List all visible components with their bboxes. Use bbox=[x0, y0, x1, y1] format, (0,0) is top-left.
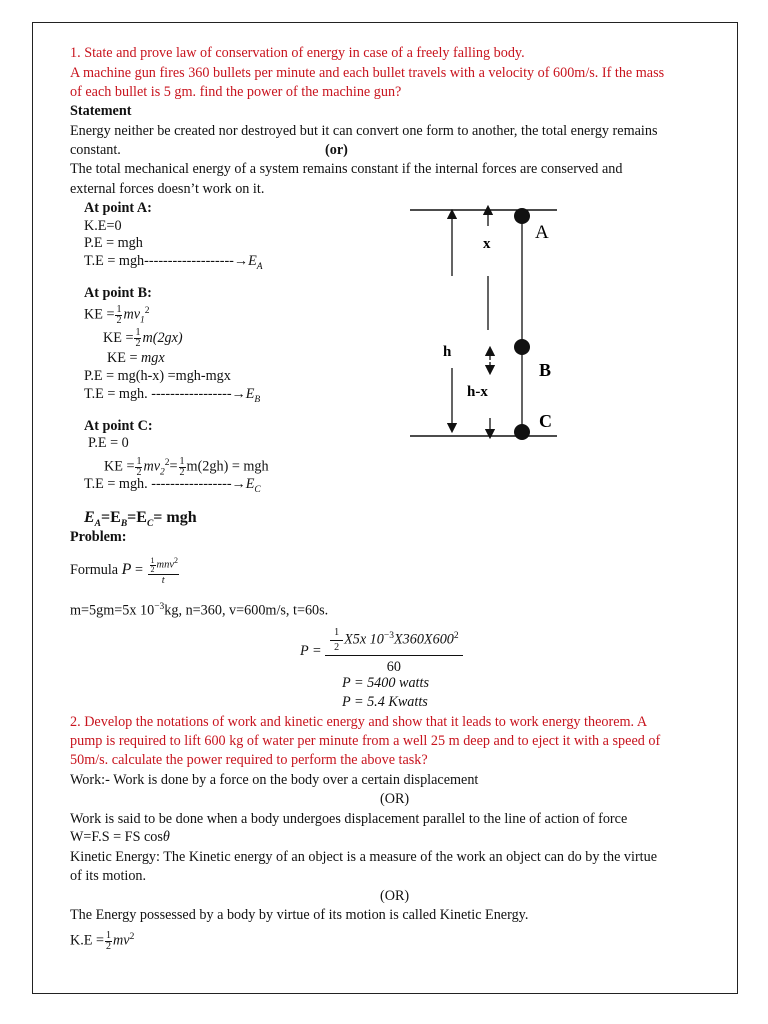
point-b-te-text: T.E = mgh. -----------------→ bbox=[84, 386, 246, 402]
question-1-problem-line-1: A machine gun fires 360 bullets per minute and each bullet travels with a velocity of 600m/s. If the mass bbox=[70, 65, 665, 81]
fraction-numerator: 1 bbox=[330, 628, 343, 641]
fraction-numerator: 1 bbox=[106, 929, 112, 941]
label-c: C bbox=[539, 411, 552, 431]
point-b-heading: At point B: bbox=[84, 285, 152, 301]
point-c-ke-prefix: KE = bbox=[104, 458, 135, 475]
energy-b-subscript: B bbox=[254, 394, 261, 405]
problem-given bbox=[70, 598, 328, 620]
formula-eq: = bbox=[134, 562, 143, 578]
kinetic-energy-formula bbox=[70, 928, 134, 952]
energy-c-subscript: C bbox=[254, 484, 261, 495]
point-b-ke-1-tail: mv bbox=[123, 306, 141, 323]
formula-fraction bbox=[148, 555, 180, 587]
calc-fraction bbox=[325, 627, 463, 676]
point-b-pe: P.E = mg(h-x) =mgh-mgx bbox=[84, 368, 231, 384]
question-1-problem-line-2: of each bullet is 5 gm. find the power of the machine gun? bbox=[70, 84, 402, 100]
free-fall-diagram bbox=[405, 196, 585, 446]
point-a-te-text: T.E = mgh-------------------→ bbox=[84, 253, 249, 269]
label-h-minus-x: h-x bbox=[467, 384, 488, 400]
point-b-ke-2-tail: m(2gx) bbox=[142, 329, 183, 346]
kinetic-energy-or: (OR) bbox=[380, 888, 410, 904]
energy-a-symbol: E bbox=[248, 253, 257, 269]
point-c-te-text: T.E = mgh. -----------------→ bbox=[84, 476, 246, 492]
label-h: h bbox=[443, 344, 452, 360]
point-b-ke-2-prefix: KE = bbox=[103, 329, 134, 346]
point-c-heading: At point C: bbox=[84, 418, 153, 434]
point-c-ke-eq: = bbox=[169, 458, 178, 475]
fraction-half bbox=[330, 628, 343, 653]
fraction-denominator: 2 bbox=[106, 940, 112, 952]
kinetic-energy-definition-2: of its motion. bbox=[70, 868, 147, 884]
fraction-numerator: 1 bbox=[150, 555, 155, 565]
ke-formula-prefix: K.E = bbox=[70, 932, 105, 949]
result-sub-c: C bbox=[146, 519, 154, 530]
formula-num-text: mnv bbox=[156, 559, 175, 571]
calc-num-sup: −3 bbox=[383, 631, 394, 642]
fraction-denominator: 2 bbox=[136, 466, 142, 478]
point-b-ke-1-prefix: KE = bbox=[84, 306, 115, 323]
work-definition-1: Work:- Work is done by a force on the body over a certain displacement bbox=[70, 772, 479, 788]
calc-p: P = bbox=[300, 643, 322, 659]
fraction-denominator: 2 bbox=[135, 338, 141, 349]
statement-or: (or) bbox=[325, 142, 348, 158]
point-a-heading: At point A: bbox=[84, 200, 152, 216]
fraction-denominator: 2 bbox=[179, 466, 185, 478]
question-2-line-2: pump is required to lift 600 kg of water per minute from a well 25 m deep and to eject it with a speed of bbox=[70, 733, 661, 749]
power-result-watts: P = 5400 watts bbox=[342, 675, 429, 691]
point-b-ke-1 bbox=[84, 302, 150, 330]
result-sub-b: B bbox=[120, 519, 128, 530]
point-b-ke-1-sup: 2 bbox=[144, 306, 150, 316]
ke-formula-sup: 2 bbox=[129, 932, 135, 942]
question-2-line-3: 50m/s. calculate the power required to perform the above task? bbox=[70, 752, 428, 768]
fraction-half bbox=[150, 557, 156, 574]
point-b-ke-3-tail: mgx bbox=[141, 350, 165, 366]
statement-line-3: The total mechanical energy of a system remains constant if the internal forces are conserved and bbox=[70, 161, 623, 177]
calc-num-sup-2: 2 bbox=[453, 631, 459, 642]
formula-denominator: t bbox=[161, 574, 165, 586]
question-2-line-1: 2. Develop the notations of work and kinetic energy and show that it leads to work energy theorem. A bbox=[70, 714, 648, 730]
energy-a-subscript: A bbox=[256, 261, 263, 272]
energy-b-symbol: E bbox=[245, 386, 255, 402]
result-eq-1: =E bbox=[101, 509, 121, 526]
point-c-ke-mid: mv bbox=[143, 458, 161, 475]
point-c-ke-tail: m(2gh) = mgh bbox=[186, 458, 269, 475]
calc-denominator: 60 bbox=[386, 659, 401, 676]
statement-line-4: external forces doesn’t work on it. bbox=[70, 181, 265, 197]
fraction-numerator: 1 bbox=[136, 455, 142, 467]
calc-num-text: X5x 10 bbox=[344, 631, 384, 648]
calc-numerator bbox=[325, 627, 463, 656]
result-sub-a: A bbox=[94, 519, 102, 530]
point-a-pe: P.E = mgh bbox=[84, 235, 143, 251]
problem-heading: Problem: bbox=[70, 529, 127, 545]
point-c-pe: P.E = 0 bbox=[88, 435, 129, 451]
kinetic-energy-definition-1: Kinetic Energy: The Kinetic energy of an object is a measure of the work an object can do by the virtue bbox=[70, 849, 658, 865]
point-b-ke-1-sub: 1 bbox=[140, 315, 145, 326]
point-c-ke-sup: 2 bbox=[164, 458, 170, 468]
calc-num-tail: X360X600 bbox=[393, 631, 454, 648]
label-b: B bbox=[539, 360, 552, 380]
power-result-kwatts: P = 5.4 Kwatts bbox=[342, 694, 428, 710]
theta-symbol: θ bbox=[162, 829, 170, 845]
kinetic-energy-definition-3: The Energy possessed by a body by virtue of its motion is called Kinetic Energy. bbox=[70, 907, 529, 923]
problem-formula bbox=[70, 552, 180, 588]
given-sup: −3 bbox=[154, 602, 165, 612]
ball-b bbox=[514, 339, 530, 355]
label-x: x bbox=[483, 236, 491, 252]
statement-line-2: constant. bbox=[70, 142, 121, 158]
ke-formula-tail: mv bbox=[113, 932, 130, 949]
work-definition-2: Work is said to be done when a body undergoes displacement parallel to the line of action of force bbox=[70, 811, 628, 827]
fraction-half bbox=[115, 305, 122, 326]
result-eq-2: =E bbox=[127, 509, 147, 526]
statement-line-1: Energy neither be created nor destroyed but it can convert one form to another, the total energy remains bbox=[70, 123, 658, 139]
formula-p: P bbox=[121, 561, 132, 578]
work-formula bbox=[70, 828, 170, 846]
given-tail: kg, n=360, v=600m/s, t=60s. bbox=[164, 602, 329, 619]
point-b-ke-2 bbox=[103, 328, 183, 349]
point-a-ke: K.E=0 bbox=[84, 218, 122, 234]
energy-c-symbol: E bbox=[245, 476, 255, 492]
power-calculation bbox=[300, 627, 463, 675]
point-b-ke-3-prefix: KE = bbox=[107, 350, 138, 366]
formula-label: Formula bbox=[70, 562, 119, 578]
fraction-numerator: 1 bbox=[135, 327, 141, 338]
point-c-te bbox=[84, 475, 261, 499]
fraction-numerator: 1 bbox=[179, 455, 185, 467]
point-c-ke-sub: 2 bbox=[160, 467, 165, 478]
statement-heading: Statement bbox=[70, 103, 132, 119]
result-e-a: E bbox=[84, 509, 95, 526]
work-or: (OR) bbox=[380, 791, 410, 807]
point-b-te bbox=[84, 385, 260, 409]
fraction-half bbox=[105, 931, 112, 952]
fraction-denominator: 2 bbox=[116, 314, 122, 326]
result-tail: = mgh bbox=[153, 509, 197, 526]
fraction-half bbox=[134, 328, 141, 349]
label-a: A bbox=[535, 222, 549, 243]
work-formula-text: W=F.S = FS cos bbox=[70, 829, 163, 845]
fraction-numerator: 1 bbox=[116, 303, 122, 315]
question-1-title: 1. State and prove law of conservation of energy in case of a freely falling body. bbox=[70, 45, 525, 61]
point-b-ke-3 bbox=[107, 349, 165, 367]
ball-a bbox=[514, 208, 530, 224]
point-a-te bbox=[84, 252, 263, 276]
given-text: m=5gm=5x 10 bbox=[70, 602, 155, 619]
formula-numerator bbox=[148, 555, 180, 575]
fraction-denominator: 2 bbox=[334, 642, 340, 654]
ball-c bbox=[514, 424, 530, 440]
fraction-denominator: 2 bbox=[150, 564, 155, 574]
formula-num-sup: 2 bbox=[174, 555, 179, 565]
